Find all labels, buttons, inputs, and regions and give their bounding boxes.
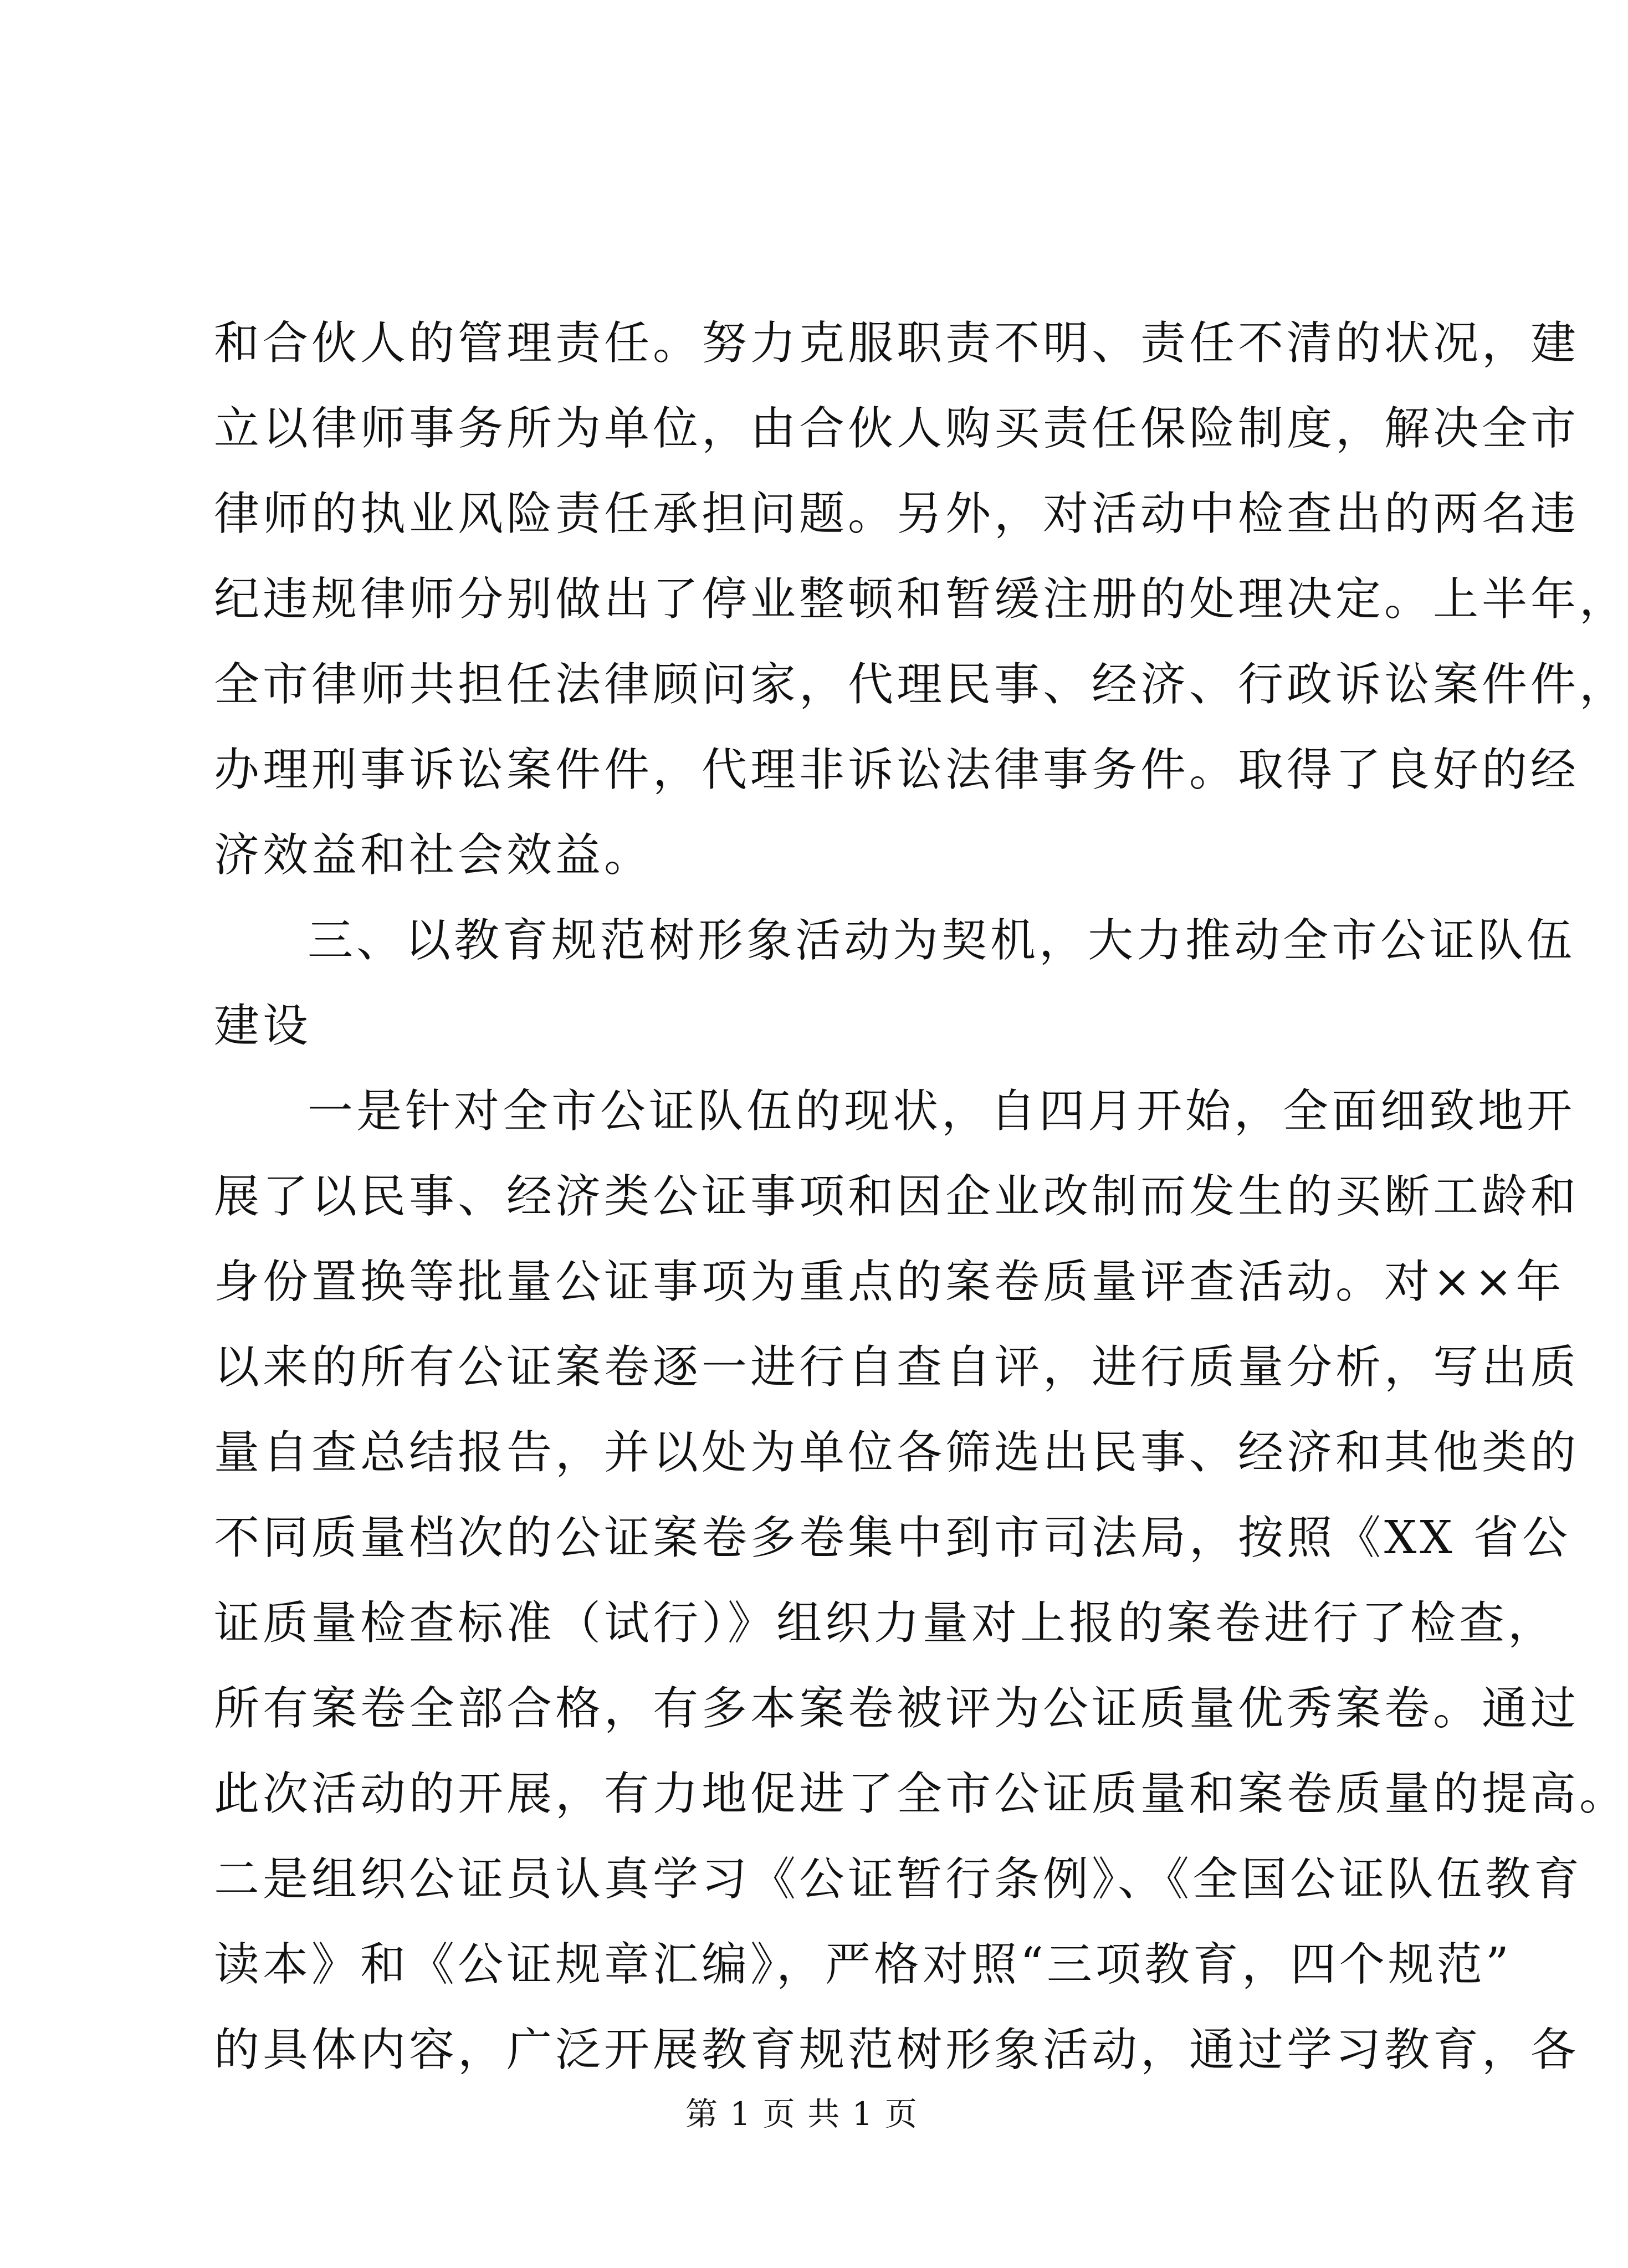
body-text-line-14: 量自查总结报告，并以处为单位各筛选出民事、经济和其他类的 — [214, 1426, 1580, 1479]
body-text-line-6: 办理刑事诉讼案件件，代理非诉讼法律事务件。取得了良好的经 — [214, 744, 1580, 796]
body-text-line-2: 立以律师事务所为单位，由合伙人购买责任保险制度，解决全市 — [214, 402, 1580, 455]
body-text-line-3: 律师的执业风险责任承担问题。另外，对活动中检查出的两名违 — [214, 488, 1580, 540]
body-text-line-18: 此次活动的开展，有力地促进了全市公证质量和案卷质量的提高。 — [214, 1768, 1628, 1820]
body-text-line-7: 济效益和社会效益。 — [214, 829, 653, 882]
body-text-line-16: 证质量检查标准（试行）》组织力量对上报的案卷进行了检查， — [214, 1597, 1557, 1650]
body-text-line-19: 二是组织公证员认真学习《公证暂行条例》、《全国公证队伍教育 — [214, 1853, 1583, 1906]
page-number-footer: 第 1 页 共 1 页 — [685, 2095, 918, 2133]
body-text-line-15: 不同质量档次的公证案卷多卷集中到市司法局，按照《XX 省公 — [214, 1512, 1571, 1564]
body-text-line-1: 和合伙人的管理责任。努力克服职责不明、责任不清的状况，建 — [214, 317, 1580, 370]
body-text-line-10: 一是针对全市公证队伍的现状，自四月开始，全面细致地开 — [308, 1085, 1576, 1138]
section-heading-line-1: 三、以教育规范树形象活动为契机，大力推动全市公证队伍 — [308, 914, 1576, 967]
body-text-line-17: 所有案卷全部合格，有多本案卷被评为公证质量优秀案卷。通过 — [214, 1682, 1580, 1735]
section-heading-line-2: 建设 — [214, 1000, 312, 1052]
body-text-line-12: 身份置换等批量公证事项为重点的案卷质量评查活动。对××年 — [214, 1256, 1565, 1308]
body-text-line-4: 纪违规律师分别做出了停业整顿和暂缓注册的处理决定。上半年， — [214, 573, 1628, 626]
body-text-line-11: 展了以民事、经济类公证事项和因企业改制而发生的买断工龄和 — [214, 1170, 1580, 1223]
body-text-line-5: 全市律师共担任法律顾问家，代理民事、经济、行政诉讼案件件， — [214, 658, 1628, 711]
body-text-line-21: 的具体内容，广泛开展教育规范树形象活动，通过学习教育，各 — [214, 2024, 1580, 2076]
body-text-line-13: 以来的所有公证案卷逐一进行自查自评，进行质量分析，写出质 — [214, 1341, 1580, 1394]
body-text-line-20: 读本》和《公证规章汇编》，严格对照“三项教育，四个规范” — [214, 1938, 1512, 1991]
